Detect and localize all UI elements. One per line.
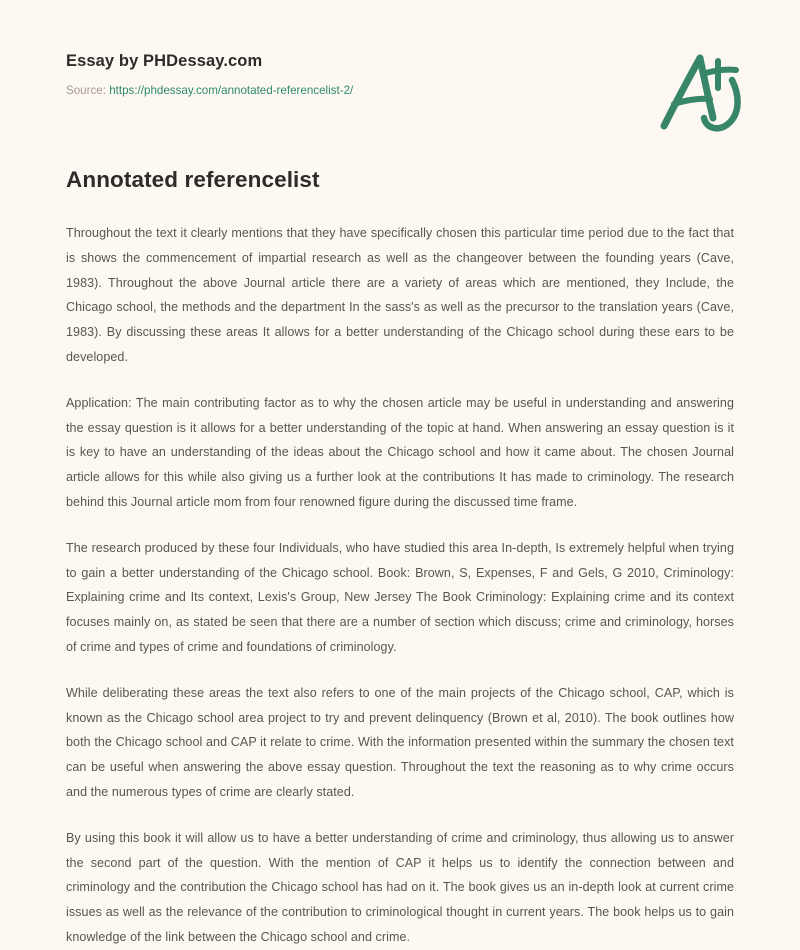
paragraph: The research produced by these four Individuals, who have studied this area In-depth, Is extremely helpful when trying to gain a better understanding of the Chicago school. Book: Brown, S, Expenses, F and Gels, G 2010, Criminology: Explaining crime and Its context, Lexis's Group, New Jersey The Book Criminology: Explaining crime and its context focuses mainly on, as stated be seen that there are a number of section which discuss; crime and criminology, horses of crime and types of crime and foundations of criminology. [66, 540, 734, 654]
header-left-block [66, 52, 353, 98]
source-label: Source: [66, 84, 106, 98]
paragraph: By using this book it will allow us to have a better understanding of crime and criminology, thus allowing us to answer the second part of the question. With the mention of CAP it helps us to identify the connection between and criminology and the contribution the Chicago school has had on it. The book gives us an in-depth look at current crime issues as well as the relevance of the contribution to criminological thought in current years. The book helps us to gain knowledge of the link between the Chicago school and crime. [66, 830, 734, 944]
a-plus-logo [656, 44, 752, 140]
document-header [66, 0, 734, 104]
a-plus-logo-icon [656, 44, 752, 140]
essay-body [66, 193, 734, 950]
paragraph: Application: The main contributing factor as to why the chosen article may be useful in understanding and answering the essay question is it allows for a better understanding of the topic at hand. When answering an essay question is it is key to have an understanding of the ideas about the Chicago school and how it came about. The chosen Journal article allows for this while also giving us a further look at the contributions It has made to criminology. The research behind this Journal article mom from four renowned figure during the discussed time frame. [66, 395, 734, 509]
paragraph: While deliberating these areas the text also refers to one of the main projects of the Chicago school, CAP, which is known as the Chicago school area project to try and prevent delinquency (Brown et al, 2010). The book outlines how both the Chicago school and CAP it relate to crime. With the information presented within the summary the chosen text can be useful when answering the above essay question. Throughout the text the reasoning as to why crime occurs and the numerous types of crime are clearly stated. [66, 685, 734, 799]
paragraph: Throughout the text it clearly mentions that they have specifically chosen this particular time period due to the fact that is shows the commencement of impartial research as well as the changeover between the founding years (Cave, 1983). Throughout the above Journal article there are a variety of areas which are mentioned, they Include, the Chicago school, the methods and the department In the sass's as well as the precursor to the translation years (Cave, 1983). By discussing these areas It allows for a better understanding of the Chicago school during these ears to be developed. [66, 226, 734, 364]
source-url-link[interactable]: https://phdessay.com/annotated-referencelist-2/ [109, 84, 354, 98]
page-title: Annotated referencelist [66, 167, 320, 192]
essay-byline: Essay by PHDessay.com [66, 52, 263, 70]
source-line [66, 85, 353, 98]
